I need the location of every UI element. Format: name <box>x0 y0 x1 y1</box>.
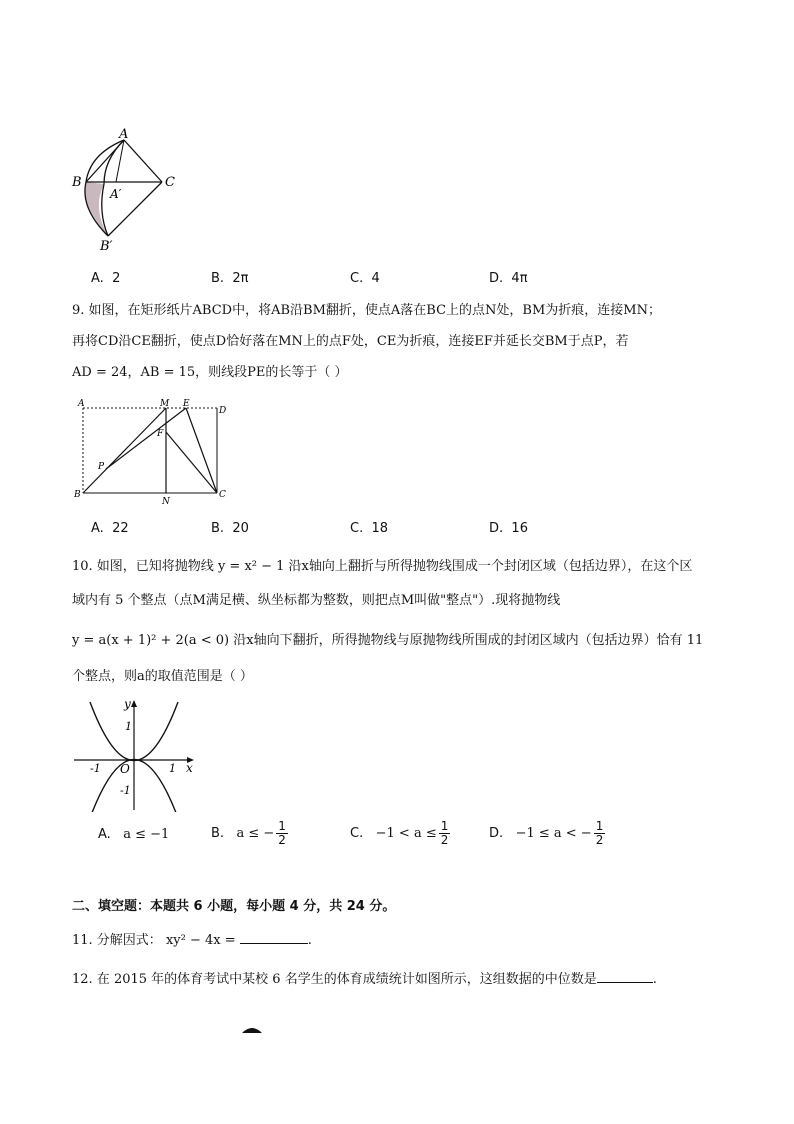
q10-option-c[interactable] <box>350 820 450 847</box>
option-expr: −1 ≤ a < − <box>515 826 592 841</box>
option-fraction <box>594 820 606 847</box>
fraction-denominator: 2 <box>440 833 449 847</box>
option-expr: −1 < a ≤ <box>375 826 437 841</box>
q9-stem-line-3: AD = 24，AB = 15，则线段PE的长等于（ ） <box>72 365 348 380</box>
q8-label-c: C <box>165 175 175 190</box>
q10-option-b[interactable] <box>211 820 288 847</box>
option-letter: C. <box>350 271 364 286</box>
option-letter: C. <box>350 826 364 841</box>
q8-option-c[interactable] <box>350 271 380 286</box>
q12-answer-blank[interactable] <box>597 970 653 983</box>
q9-label-n: N <box>162 497 170 507</box>
fraction-denominator: 2 <box>595 833 604 847</box>
fraction-denominator: 2 <box>278 833 286 847</box>
option-letter: A. <box>91 521 104 536</box>
q8-line-a-aprime <box>116 140 124 182</box>
q9-option-b[interactable] <box>211 521 249 536</box>
option-value: 16 <box>511 521 528 536</box>
q11-end: . <box>307 933 312 948</box>
q8-label-a-prime: A′ <box>110 187 122 201</box>
q8-option-d[interactable] <box>489 271 528 286</box>
q9-option-a[interactable] <box>91 521 129 536</box>
q9-stem-line-2: 再将CD沿CE翻折，使点D恰好落在MN上的点F处，CE为折痕，连接EF并延长交BM于点P，若 <box>72 334 629 349</box>
q11-text: 11. 分解因式： xy² − 4x = <box>72 933 236 948</box>
q10-label-neg-one-left: -1 <box>90 762 101 775</box>
q12-text: 12. 在 2015 年的体育考试中某校 6 名学生的体育成绩统计如图所示，这组数据的中位数是 <box>72 972 597 987</box>
q9-line-cf <box>166 432 217 493</box>
fraction-numerator: 1 <box>278 819 286 833</box>
option-value: 4 <box>371 271 380 286</box>
q8-label-a: A <box>119 127 129 142</box>
q9-label-p: P <box>98 462 105 472</box>
q9-label-f: F <box>157 429 164 439</box>
option-expr: a ≤ −1 <box>123 827 170 842</box>
option-value: 4π <box>511 271 528 286</box>
q8-label-b-prime: B′ <box>100 239 113 254</box>
q9-stem-line-1: 9. 如图，在矩形纸片ABCD中，将AB沿BM翻折，使点A落在BC上的点N处，BM为折痕，连接MN； <box>72 303 661 318</box>
option-letter: B. <box>211 271 225 286</box>
option-value: 2π <box>232 271 249 286</box>
q9-option-c[interactable] <box>350 521 388 536</box>
q10-label-y: y <box>124 697 131 711</box>
q9-label-a: A <box>78 399 85 409</box>
q12-stem <box>72 970 657 989</box>
option-value: 18 <box>371 521 389 536</box>
q9-figure <box>70 394 240 512</box>
option-value: 2 <box>112 271 121 286</box>
q9-line-ce <box>186 408 217 493</box>
q10-stem-line-1: 10. 如图，已知将抛物线 y = x² − 1 沿x轴向上翻折与所得抛物线围成一个封闭区域（包括边界），在这个区 <box>72 559 693 574</box>
q10-option-a[interactable] <box>98 827 169 842</box>
q9-label-b: B <box>74 490 81 500</box>
q10-stem-line-2: 域内有 5 个整点（点M满足横、纵坐标都为整数，则把点M叫做"整点"）.现将抛物线 <box>72 593 561 608</box>
q9-line-bm <box>83 408 166 493</box>
q10-stem-line-3: y = a(x + 1)² + 2(a < 0) 沿x轴向下翻折，所得抛物线与原抛物线所围成的封闭区域内（包括边界）恰有 11 <box>72 633 704 648</box>
q9-label-m: M <box>160 399 170 409</box>
option-letter: C. <box>350 521 364 536</box>
option-letter: A. <box>98 827 111 842</box>
q9-label-c: C <box>219 490 226 500</box>
q9-label-d: D <box>219 406 227 416</box>
q12-end: . <box>652 972 657 987</box>
q10-stem-line-4: 个整点，则a的取值范围是（ ） <box>72 669 253 684</box>
option-value: 20 <box>232 521 249 536</box>
q12-figure-fragment <box>240 1024 264 1036</box>
q10-option-d[interactable] <box>489 820 605 847</box>
option-letter: A. <box>91 271 104 286</box>
section-2-title: 二、填空题：本题共 6 小题，每小题 4 分，共 24 分。 <box>72 899 396 914</box>
q10-label-origin: O <box>120 762 130 776</box>
q10-figure <box>70 694 210 812</box>
option-expr: a ≤ − <box>236 826 275 841</box>
option-fraction <box>276 820 288 847</box>
fraction-numerator: 1 <box>440 819 449 833</box>
q9-option-d[interactable] <box>489 521 528 536</box>
option-fraction <box>439 820 451 847</box>
option-letter: D. <box>489 826 504 841</box>
q10-label-neg-one-bottom: -1 <box>120 784 131 797</box>
q8-option-a[interactable] <box>91 271 120 286</box>
q10-label-x: x <box>186 761 193 775</box>
q10-y-arrow <box>131 700 137 707</box>
option-letter: B. <box>211 826 225 841</box>
option-letter: D. <box>489 521 504 536</box>
q8-line-ac <box>124 140 162 182</box>
q11-stem <box>72 931 312 950</box>
q10-label-one-right: 1 <box>169 762 176 775</box>
q10-label-one-top: 1 <box>125 720 132 733</box>
q8-figure <box>66 124 196 256</box>
option-letter: D. <box>489 271 504 286</box>
q9-line-ep <box>106 408 186 469</box>
q11-answer-blank[interactable] <box>240 931 308 944</box>
q8-label-b: B <box>72 175 82 190</box>
option-value: 22 <box>112 521 129 536</box>
option-letter: B. <box>211 521 225 536</box>
fraction-numerator: 1 <box>595 819 604 833</box>
q8-option-b[interactable] <box>211 271 248 286</box>
q9-label-e: E <box>183 399 190 409</box>
